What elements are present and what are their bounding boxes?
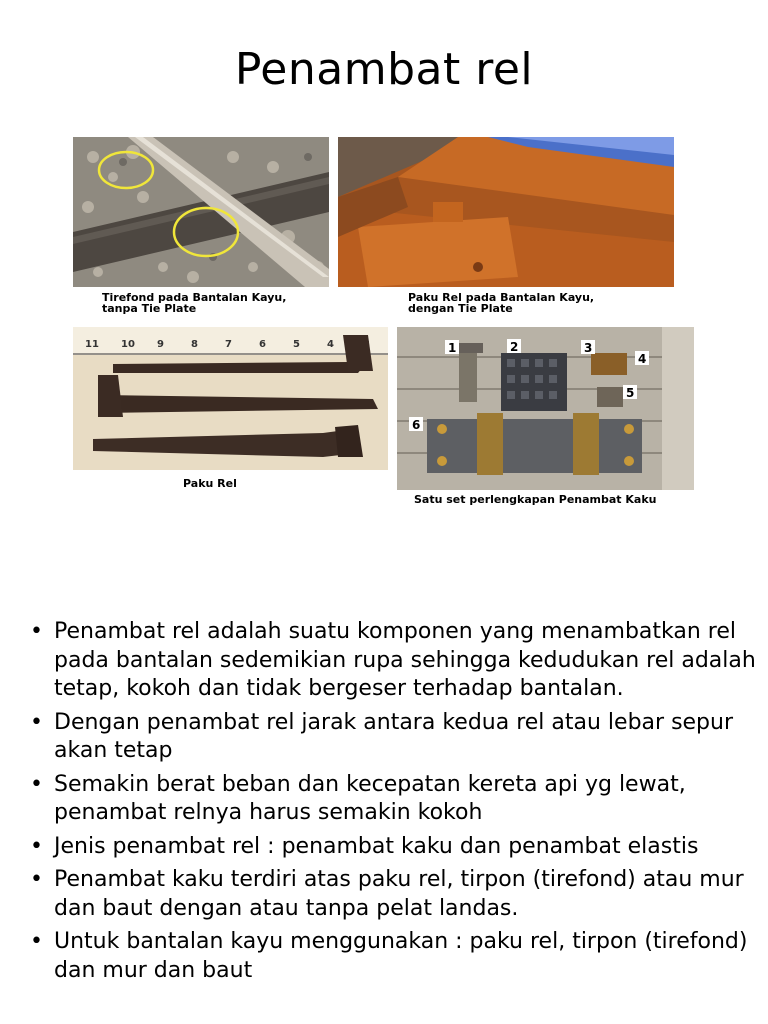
part-number-3: 3	[584, 341, 593, 355]
ruler-label-8: 8	[191, 339, 198, 350]
part-number-2: 2	[510, 340, 519, 354]
ruler-label-10: 10	[121, 339, 135, 350]
part-number-5: 5	[626, 386, 635, 400]
ruler-label-7: 7	[225, 339, 232, 350]
list-item: • Penambat kaku terdiri atas paku rel, tirpon (tirefond) atau mur dan baut dengan atau tanpa pelat landas.	[30, 866, 760, 923]
paku-rel-photo	[73, 327, 388, 470]
ruler-label-6: 6	[259, 339, 266, 350]
penambat-kaku-photo	[397, 327, 694, 490]
list-item: • Penambat rel adalah suatu komponen yang menambatkan rel pada bantalan sedemikian rupa sehingga kedudukan rel adalah tetap, kokoh dan tidak bergeser terhadap bantalan.	[30, 618, 760, 704]
paku-tie-plate-photo	[338, 137, 674, 287]
part-number-1: 1	[448, 341, 457, 355]
list-item: • Jenis penambat rel : penambat kaku dan penambat elastis	[30, 833, 760, 862]
ruler-label-9: 9	[157, 339, 164, 350]
ruler-label-11: 11	[85, 339, 99, 350]
paku-tie-plate-caption: Paku Rel pada Bantalan Kayu, dengan Tie Plate	[408, 291, 595, 315]
list-item: • Untuk bantalan kayu menggunakan : paku rel, tirpon (tirefond) dan mur dan baut	[30, 928, 760, 985]
paku-rel-caption: Paku Rel	[183, 477, 237, 490]
list-item: • Dengan penambat rel jarak antara kedua rel atau lebar sepur akan tetap	[30, 709, 760, 766]
bullet-list	[30, 618, 760, 990]
penambat-kaku-caption: Satu set perlengkapan Penambat Kaku	[414, 493, 657, 506]
part-number-6: 6	[412, 418, 421, 432]
list-item: • Semakin berat beban dan kecepatan kereta api yg lewat, penambat relnya harus semakin kokoh	[30, 771, 760, 828]
slide-title: Penambat rel	[234, 44, 534, 95]
tirefond-photo	[73, 137, 329, 287]
part-number-4: 4	[638, 352, 647, 366]
ruler-label-5: 5	[293, 339, 300, 350]
tirefond-caption: Tirefond pada Bantalan Kayu, tanpa Tie Plate	[102, 291, 287, 315]
ruler-label-4: 4	[327, 339, 334, 350]
